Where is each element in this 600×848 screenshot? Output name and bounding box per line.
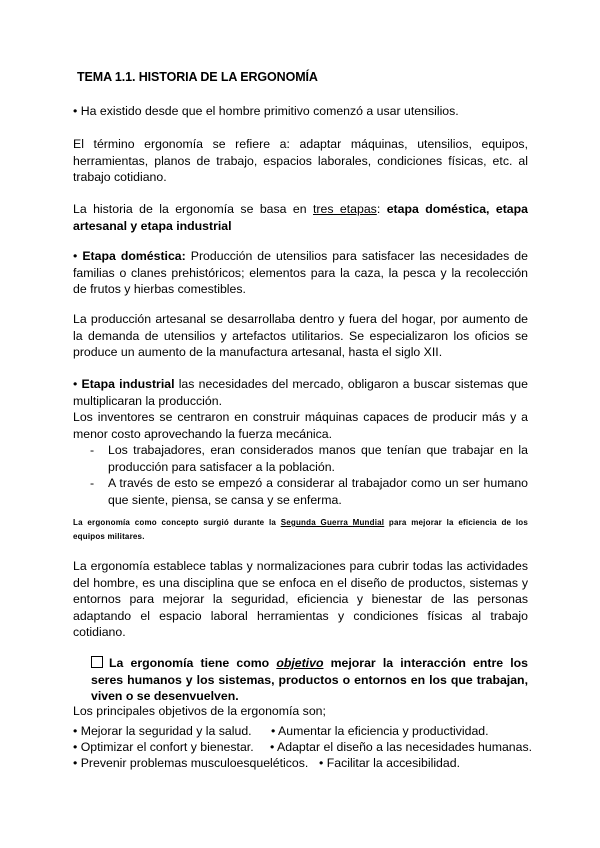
dash-glyph: - — [90, 443, 95, 457]
definition-paragraph: El término ergonomía se refiere a: adaptar máquinas, utensilios, equipos, herramientas, planos de trabajo, espacios laborales, condiciones físicas, etc. al trabajo cotidiano. — [73, 137, 528, 184]
domestic-stage-text: Producción de utensilios para satisfacer las necesidades de familias o clanes prehistóricos; elementos para la caza, la pesca y la recolección de frutos y hierbas comestibles. — [73, 249, 528, 296]
domestic-stage-paragraph — [73, 248, 528, 298]
objective-item: • Mejorar la seguridad y la salud. — [73, 724, 252, 738]
objective-emphasis: objetivo — [276, 656, 324, 670]
stages-paragraph — [73, 201, 528, 234]
ww2-note — [73, 516, 528, 544]
objective-item: • Prevenir problemas musculoesqueléticos. — [73, 756, 309, 770]
objective-item: • Adaptar el diseño a las necesidades humanas. — [270, 740, 533, 754]
note-link: Segunda Guerra Mundial — [280, 518, 385, 527]
list-item — [73, 442, 528, 475]
note-text-end: para mejorar la eficiencia de los equipos militares. — [73, 518, 528, 541]
objective-heading — [91, 655, 528, 705]
stages-colon: : — [376, 202, 387, 216]
objective-item: • Optimizar el confort y bienestar. — [73, 740, 254, 754]
intro-bullet: • Ha existido desde que el hombre primitivo comenzó a usar utensilios. — [73, 104, 459, 118]
dash-glyph: - — [90, 476, 95, 490]
objectives-intro: Los principales objetivos de la ergonomía son; — [73, 704, 326, 718]
objective-text: La ergonomía tiene como — [109, 656, 277, 670]
list-item-text: A través de esto se empezó a considerar al trabajador como un ser humano que siente, piensa, se cansa y se enferma. — [108, 476, 528, 507]
stages-text: La historia de la ergonomía se basa en — [73, 202, 313, 216]
industrial-stage-section — [73, 376, 528, 508]
objective-item: • Facilitar la accesibilidad. — [319, 756, 460, 770]
definition-extended-paragraph: La ergonomía establece tablas y normalizaciones para cubrir todas las actividades del hombre, es una disciplina que se enfoca en el diseño de productos, sistemas y entornos para mejorar la seguridad, eficiencia y bienestar de las personas adaptando el espacio laboral herramientas y condiciones físicas al trabajo cotidiano. — [73, 559, 528, 639]
bullet-glyph: • — [73, 249, 83, 263]
list-item — [73, 475, 528, 508]
note-text: La ergonomía como concepto surgió durante la — [73, 518, 281, 527]
stages-bold: etapa doméstica, etapa artesanal y etapa industrial — [73, 202, 528, 233]
stages-link: tres etapas — [313, 202, 377, 216]
objective-item: • Aumentar la eficiencia y productividad. — [271, 724, 489, 738]
objective-text-end: mejorar la interacción entre los seres humanos y los sistemas, productos o entornos en los que trabajan, viven o se desenvuelven. — [91, 656, 529, 703]
bullet-glyph: • — [73, 377, 82, 391]
industrial-stage-label: Etapa industrial — [81, 377, 175, 391]
list-item-text: Los trabajadores, eran considerados manos que tenían que trabajar en la producción para satisfacer a la población. — [108, 443, 528, 474]
inventors-text: Los inventores se centraron en construir máquinas capaces de producir más y a menor costo aprovechando la fuerza mecánica. — [73, 410, 528, 441]
checkbox-icon — [91, 656, 103, 668]
industrial-stage-line — [73, 376, 528, 409]
industrial-stage-text: las necesidades del mercado, obligaron a buscar sistemas que multiplicaran la producción. — [73, 377, 528, 408]
page-title: TEMA 1.1. HISTORIA DE LA ERGONOMÍA — [77, 70, 318, 84]
domestic-stage-label: Etapa doméstica: — [82, 249, 186, 263]
artisanal-paragraph: La producción artesanal se desarrollaba dentro y fuera del hogar, por aumento de la demanda de utensilios y artefactos utilitarios. Se especializaron los oficios se produce un aumento de la manufactura artesanal, hasta el siglo XII. — [73, 312, 528, 359]
